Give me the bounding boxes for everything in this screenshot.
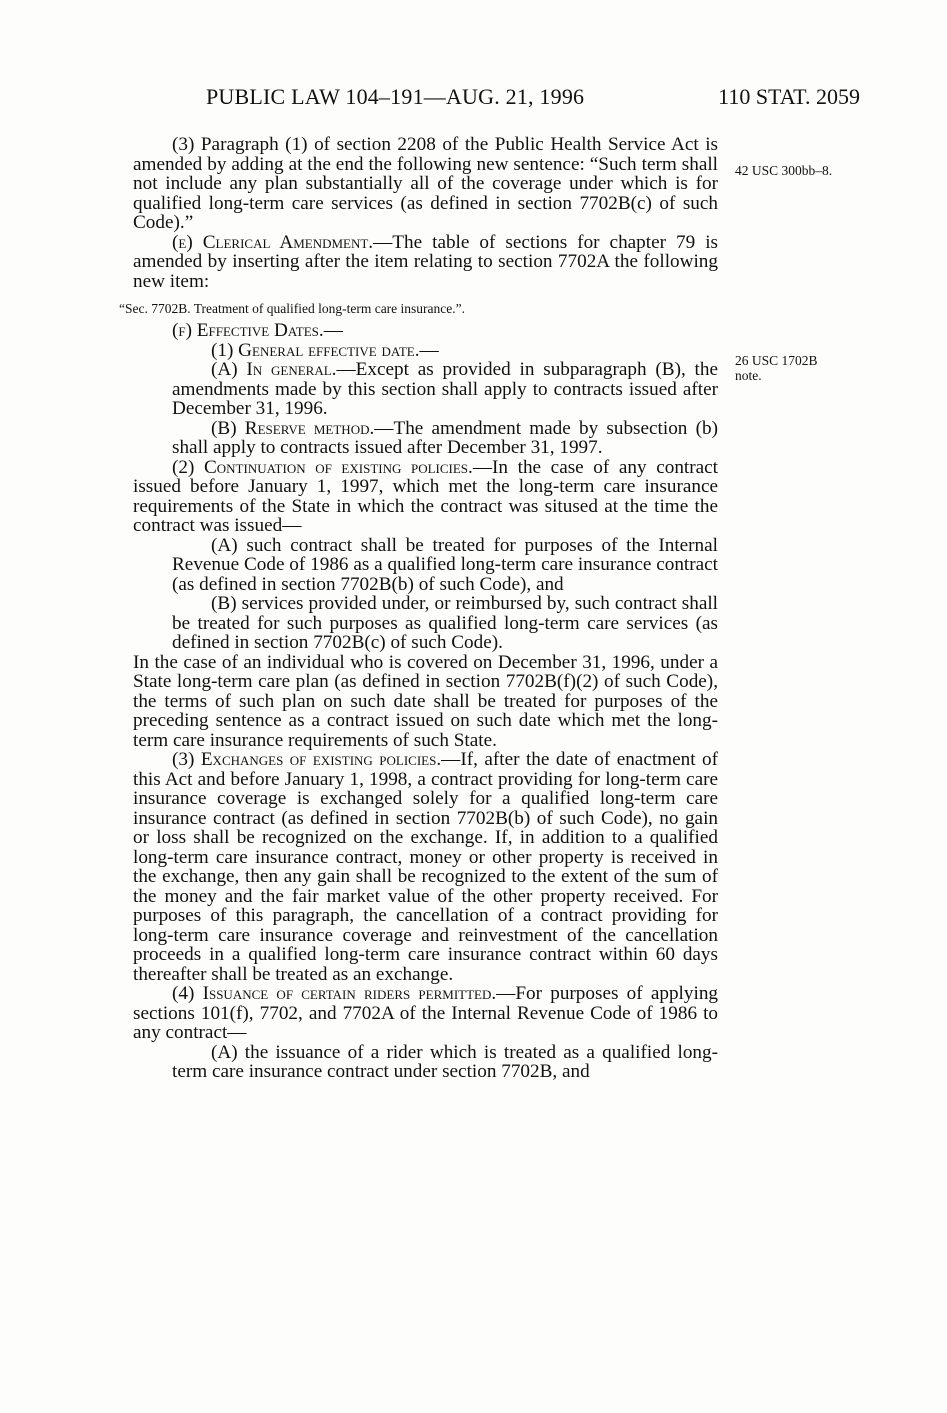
paragraph-f2-text: —In the case of any contract issued before January 1, 1997, which met the long-term care insurance requirements of the State in which the contract was sitused at the time the contract was issued—	[133, 456, 718, 536]
subsection-e	[133, 233, 718, 292]
subparagraph-f1b	[133, 419, 718, 458]
table-of-sections-item: “Sec. 7702B. Treatment of qualified long-term care insurance.”.	[119, 301, 466, 316]
document-body	[119, 134, 719, 1082]
subparagraph-f1b-text: —The amendment made by subsection (b) shall apply to contracts issued after December 31, 1997.	[172, 417, 718, 458]
header-citation: PUBLIC LAW 104–191—AUG. 21, 1996	[206, 84, 585, 109]
paragraph-f3-text: —If, after the date of enactment of this Act and before January 1, 1998, a contract providing for long-term care insurance coverage is exchanged solely for a qualified long-term care insurance contract (as defined in section 7702B(b) of such Code), no gain or loss shall be recognized on the exchange. If, in addition to a qualified long-term care insurance contract, money or other property is received in the exchange, then any gain shall be recognized to the extent of the sum of the money and the fair market value of the other property received. For purposes of this paragraph, the cancellation of a contract providing for long-term care insurance coverage and reinvestment of the cancellation proceeds in a qualified long-term care insurance contract within 60 days thereafter shall be treated as an exchange.	[133, 749, 718, 985]
margin-note-usc-300bb: 42 USC 300bb–8.	[735, 163, 833, 178]
paragraph-f3	[133, 750, 718, 984]
subparagraph-f1a-text: —Except as provided in subparagraph (B), the amendments made by this section shall apply to contracts issued after December 31, 1996.	[172, 359, 718, 419]
paragraph-f3-heading: (3) Exchanges of existing policies.	[172, 749, 442, 770]
paragraph-f1-heading	[133, 341, 718, 361]
paragraph-f4-heading: (4) Issuance of certain riders permitted.	[172, 983, 497, 1004]
subsection-e-heading: (e) Clerical Amendment.	[172, 231, 374, 253]
header-stat-page: 110 STAT. 2059	[718, 84, 860, 109]
subparagraph-f1a-heading: (A) In general.	[211, 359, 337, 380]
subsection-f-heading	[133, 321, 718, 341]
subparagraph-f2b: (B) services provided under, or reimbursed by, such contract shall be treated for such purposes as qualified long-term care services (as defined in section 7702B(c) of such Code).	[172, 593, 718, 653]
paragraph-f1-heading-text: (1) General effective date.—	[211, 339, 439, 361]
paragraph-f2-heading: (2) Continuation of existing policies.	[172, 456, 473, 478]
subparagraph-f1b-heading: (B) Reserve method.	[211, 417, 375, 439]
margin-note-usc-1702b	[735, 353, 818, 383]
subsection-e-text: —The table of sections for chapter 79 is amended by inserting after the item relating to section 7702A the following new item:	[133, 231, 718, 292]
paragraph-f2	[133, 458, 718, 536]
margin-note-line: 26 USC 1702B	[735, 353, 818, 368]
subparagraph-f1a	[133, 360, 718, 419]
paragraph-f2-flush-text: In the case of an individual who is covered on December 31, 1996, under a State long-term care plan (as defined in section 7702B(f)(2) of such Code), the terms of such plan on such date shall be treated for purposes of the preceding sentence as a contract issued on such date which met the long-term care insurance requirements of such State.	[133, 651, 718, 751]
paragraph-3-amendment: (3) Paragraph (1) of section 2208 of the Public Health Service Act is amended by adding at the end the following new sentence: “Such term shall not include any plan substantially all of the coverage under which is for qualified long-term care services (as defined in section 7702B(c) of such Code).”	[133, 134, 718, 233]
subsection-f-heading-text: (f) Effective Dates.—	[172, 320, 343, 341]
margin-note-line: note.	[735, 368, 762, 383]
subparagraph-f4a: (A) the issuance of a rider which is treated as a qualified long-term care insurance contract under section 7702B, and	[172, 1041, 718, 1082]
subparagraph-f2a: (A) such contract shall be treated for purposes of the Internal Revenue Code of 1986 as a qualified long-term care insurance contract (as defined in section 7702B(b) of such Code), and	[172, 534, 718, 595]
paragraph-f4	[133, 984, 718, 1043]
page-header	[206, 84, 860, 114]
paragraph-f4-text: —For purposes of applying sections 101(f), 7702, and 7702A of the Internal Revenue Code of 1986 to any contract—	[133, 983, 719, 1043]
